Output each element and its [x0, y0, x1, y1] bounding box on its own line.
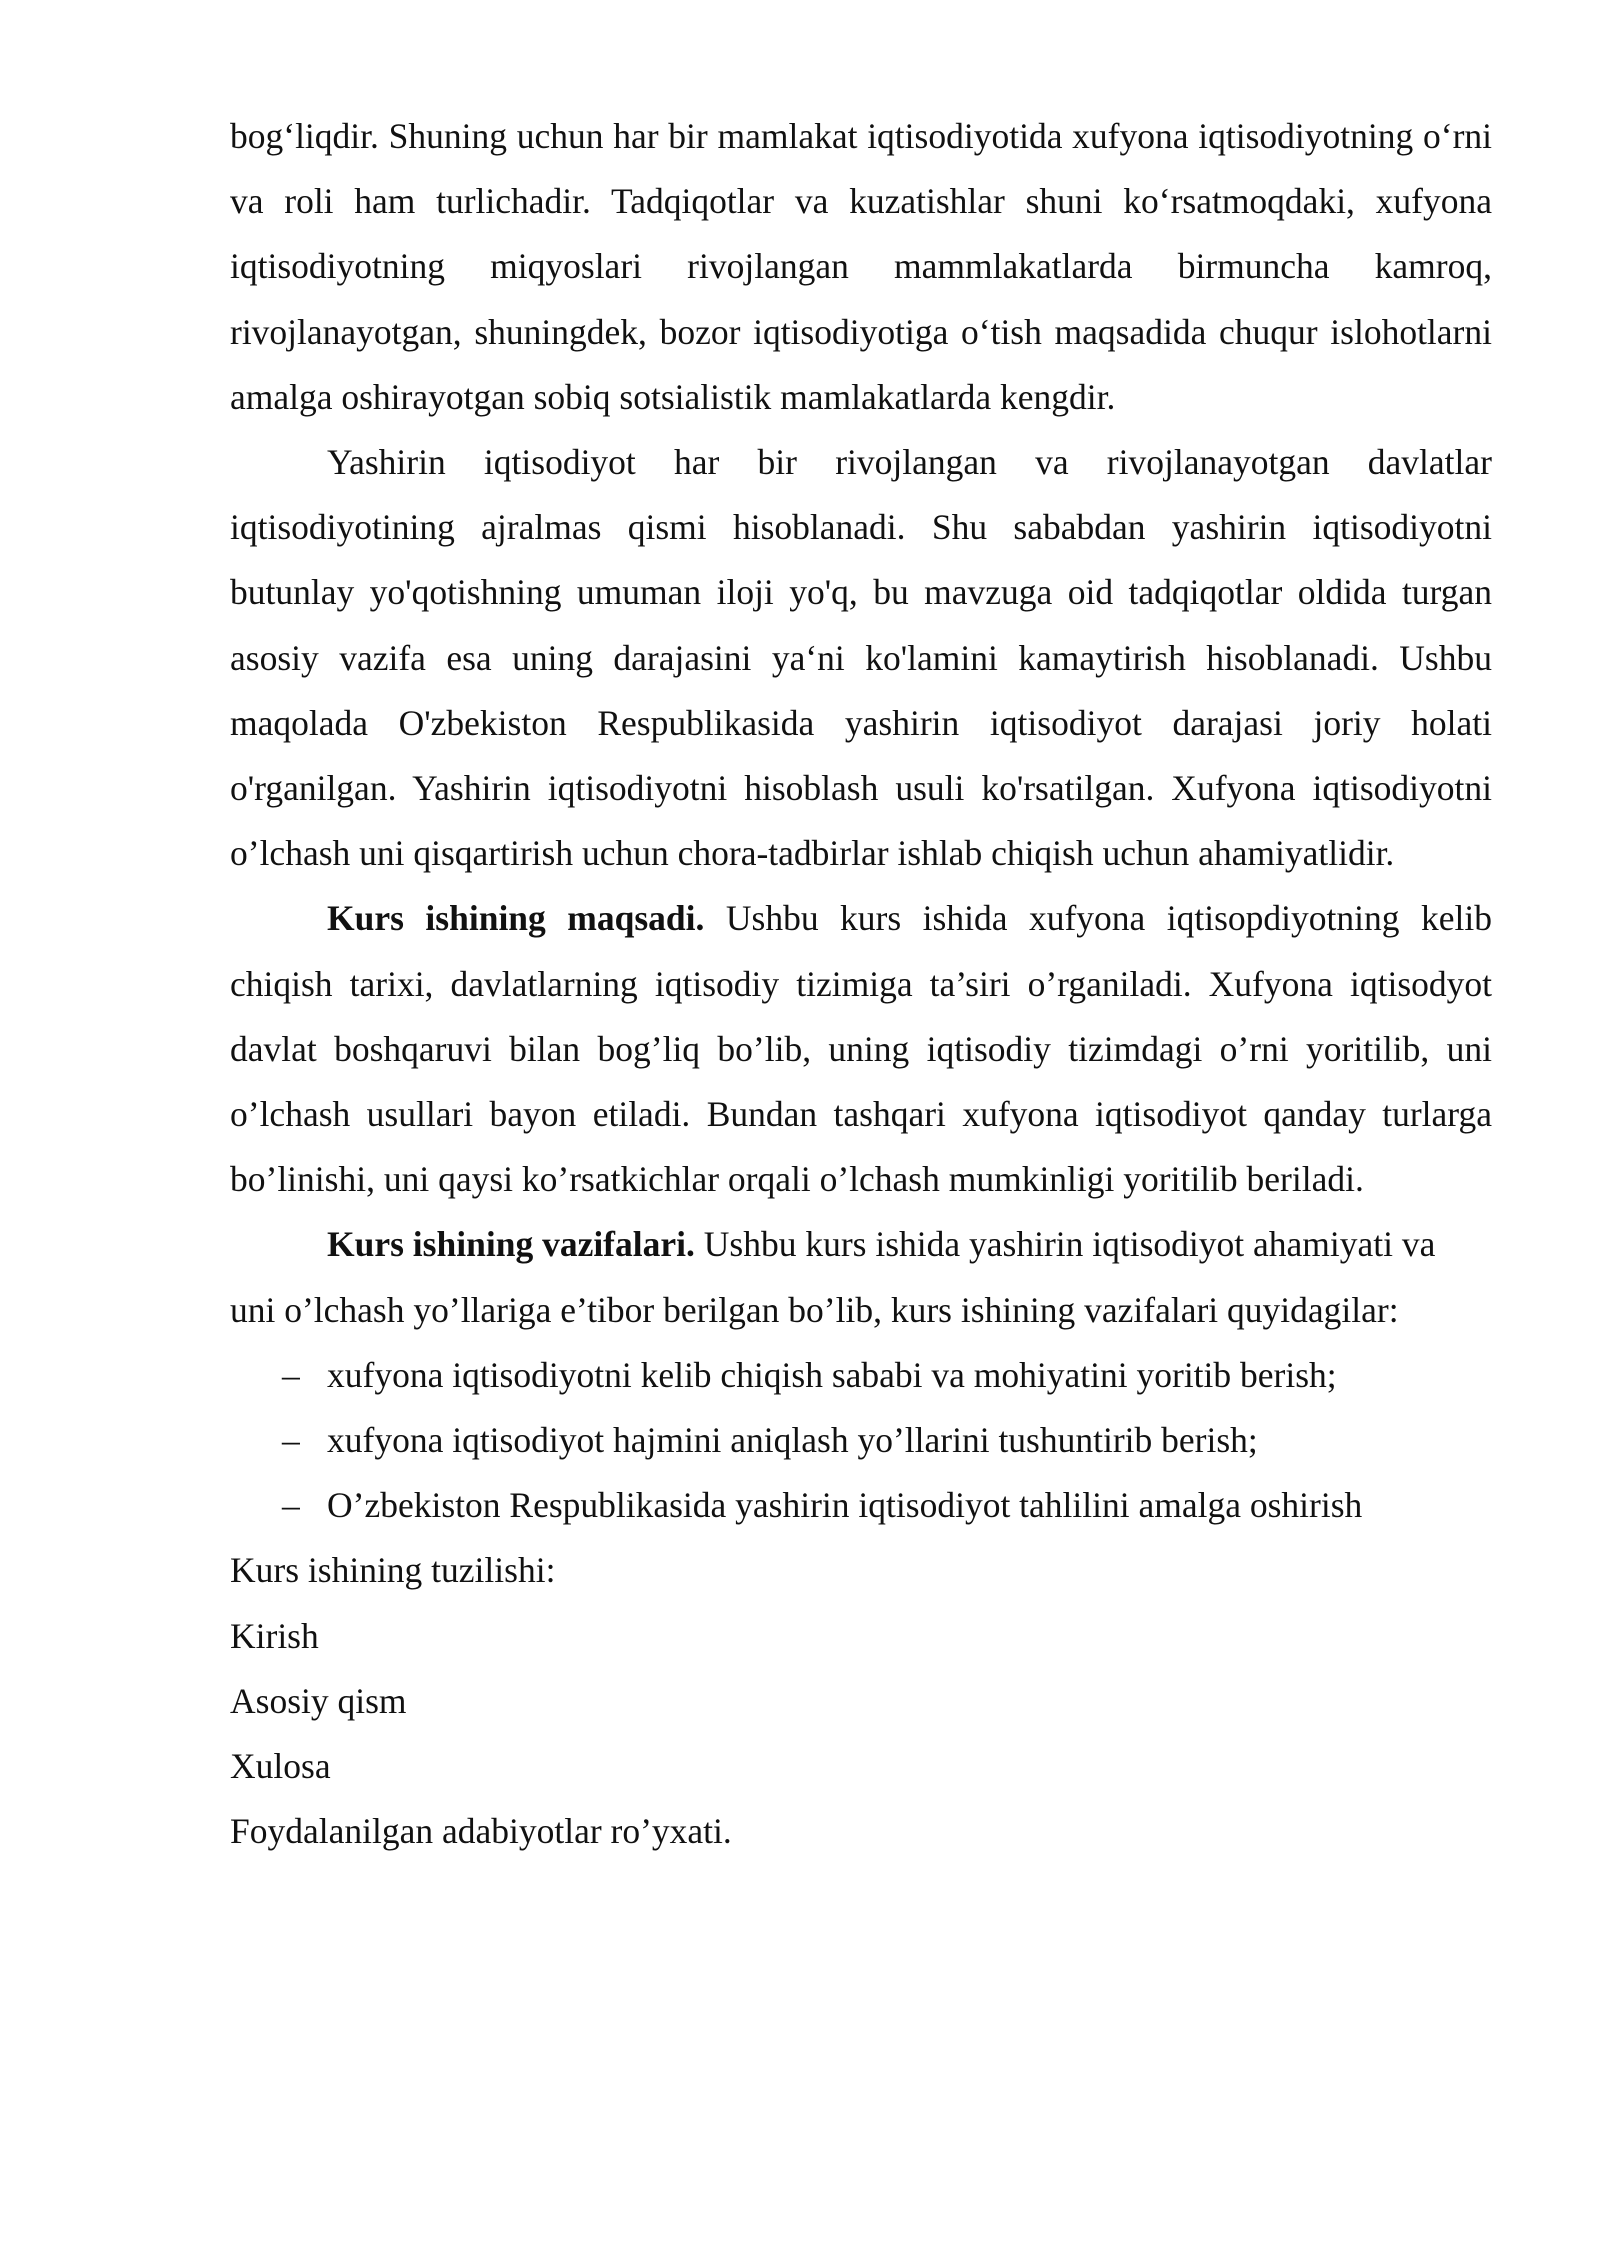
list-item: [230, 1343, 1492, 1408]
paragraph-hidden-economy: Yashirin iqtisodiyot har bir rivojlangan va rivojlanayotgan davlatlar iqtisodiyotining ajralmas qismi hisoblanadi. Shu sababdan yashirin iqtisodiyotni butunlay yo'qotishning umuman iloji yo'q, bu mavzuga oid tadqiqotlar oldida turgan asosiy vazifa esa uning darajasini ya‘ni ko'lamini kamaytirish hisoblanadi. Ushbu maqolada O'zbekiston Respublikasida yashirin iqtisodiyot darajasi joriy holati o'rganilgan. Yashirin iqtisodiyotni hisoblash usuli ko'rsatilgan. Xufyona iqtisodiyotni o’lchash uni qisqartirish uchun chora-tadbirlar ishlab chiqish uchun ahamiyatlidir.: [230, 442, 1492, 874]
course-goal-heading: Kurs ishining maqsadi.: [327, 898, 705, 939]
paragraph-intro: bog‘liqdir. Shuning uchun har bir mamlakat iqtisodiyotida xufyona iqtisodiyotning o‘rni va roli ham turlichadir. Tadqiqotlar va kuzatishlar shuni ko‘rsatmoqdaki, xufyona iqtisodiyotning miqyoslari rivojlangan mammlakatlarda birmuncha kamroq, rivojlanayotgan, shuningdek, bozor iqtisodiyotiga o‘tish maqsadida chuqur islohotlarni amalga oshirayotgan sobiq sotsialistik mamlakatlarda kengdir.: [230, 116, 1492, 417]
list-item-text: xufyona iqtisodiyotni kelib chiqish sababi va mohiyatini yoritib berish;: [327, 1354, 1337, 1395]
list-item: [230, 1473, 1492, 1538]
paragraph-course-goal: [230, 886, 1492, 1212]
paragraph-course-tasks-line-2: uni o’lchash yo’llariga e’tibor berilgan bo’lib, kurs ishining vazifalari quyidagilar:: [230, 1289, 1399, 1330]
document-body: [230, 104, 1492, 1864]
list-item: [230, 1408, 1492, 1473]
course-tasks-text: Ushbu kurs ishida yashirin iqtisodiyot ahamiyati va: [694, 1224, 1436, 1265]
course-structure: [230, 1538, 1492, 1864]
dash-bullet-icon: –: [282, 1354, 300, 1395]
dash-bullet-icon: –: [282, 1485, 300, 1526]
list-item-text: O’zbekiston Respublikasida yashirin iqtisodiyot tahlilini amalga oshirish: [327, 1485, 1363, 1526]
structure-heading: Kurs ishining tuzilishi:: [230, 1550, 556, 1591]
paragraph-course-tasks-line-1: [230, 1212, 1506, 1277]
structure-item-conclusion: Xulosa: [230, 1746, 331, 1787]
course-tasks-heading: Kurs ishining vazifalari.: [327, 1224, 695, 1265]
course-goal-text: Ushbu kurs ishida xufyona iqtisopdiyotning kelib chiqish tarixi, davlatlarning iqtisodiy tizimiga ta’siri o’rganiladi. Xufyona iqtisodyot davlat boshqaruvi bilan bog’liq bo’lib, uning iqtisodiy tizimdagi o’rni yoritilib, uni o’lchash usullari bayon etiladi. Bundan tashqari xufyona iqtisodiyot qanday turlarga bo’linishi, uni qaysi ko’rsatkichlar orqali o’lchash mumkinligi yoritilib beriladi.: [230, 898, 1492, 1200]
dash-bullet-icon: –: [282, 1420, 300, 1461]
list-item-text: xufyona iqtisodiyot hajmini aniqlash yo’llarini tushuntirib berish;: [327, 1420, 1258, 1461]
structure-item-references: Foydalanilgan adabiyotlar ro’yxati.: [230, 1811, 732, 1852]
task-list: [230, 1343, 1492, 1539]
structure-item-introduction: Kirish: [230, 1615, 319, 1656]
structure-item-main-part: Asosiy qism: [230, 1680, 407, 1721]
